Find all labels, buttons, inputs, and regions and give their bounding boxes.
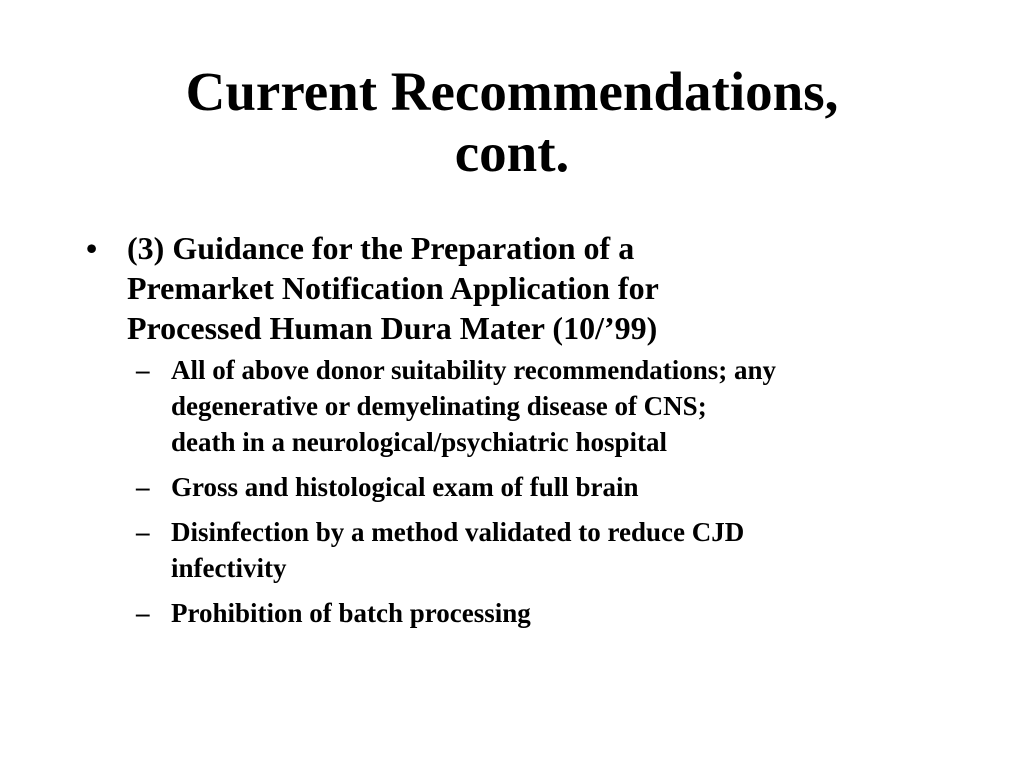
sub-bullet-marker: –	[136, 472, 150, 502]
sub-bullet-text	[171, 595, 966, 631]
bullet-marker: •	[86, 230, 98, 266]
sub-bullet-text	[171, 469, 966, 505]
sub-bullet-line: Prohibition of batch processing	[171, 598, 531, 628]
sub-bullet-line: infectivity	[171, 553, 287, 583]
sub-bullet-line: All of above donor suitability recommendations; any	[171, 355, 777, 385]
sub-bullet-list	[127, 352, 966, 631]
slide-title-line: Current Recommendations,	[185, 61, 839, 122]
sub-bullet-marker: –	[136, 355, 150, 385]
sub-bullet-line: degenerative or demyelinating disease of CNS;	[171, 391, 707, 421]
slide-title	[60, 62, 964, 183]
bullet-list	[86, 228, 966, 640]
bullet-line: Premarket Notification Application for	[127, 270, 659, 306]
bullet-item	[86, 228, 966, 631]
slide-title-line: cont.	[454, 121, 570, 183]
sub-bullet-item	[86, 469, 966, 505]
sub-bullet-item	[86, 595, 966, 631]
sub-bullet-text	[171, 352, 966, 460]
sub-bullet-line: Gross and histological exam of full brain	[171, 472, 639, 502]
bullet-line: Processed Human Dura Mater (10/’99)	[127, 310, 658, 346]
sub-bullet-line: Disinfection by a method validated to reduce CJD	[171, 517, 745, 547]
sub-bullet-marker: –	[136, 517, 150, 547]
bullet-text	[127, 228, 966, 348]
sub-bullet-item	[86, 514, 966, 586]
sub-bullet-line: death in a neurological/psychiatric hospital	[171, 427, 668, 457]
sub-bullet-item	[86, 352, 966, 460]
sub-bullet-text	[171, 514, 966, 586]
sub-bullet-marker: –	[136, 598, 150, 628]
bullet-line: (3) Guidance for the Preparation of a	[127, 230, 635, 266]
